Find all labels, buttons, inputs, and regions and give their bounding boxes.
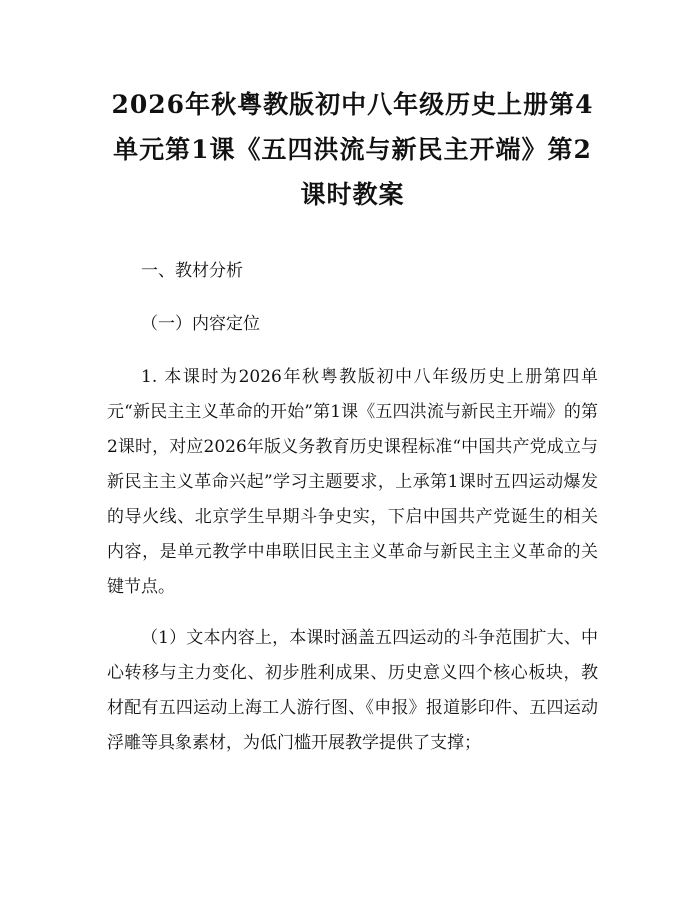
paragraph-text-content: （1）文本内容上，本课时涵盖五四运动的斗争范围扩大、中心转移与主力变化、初步胜利成果、历史意义四个核心板块，教材配有五四运动上海工人游行图、《申报》报道影印件、五四运动浮雕等具象素材，为低门槛开展教学提供了支撑； bbox=[107, 628, 598, 753]
paragraph-content-positioning: 1. 本课时为2026年秋粤教版初中八年级历史上册第四单元“新民主主义革命的开始”第1课《五四洪流与新民主开端》的第2课时，对应2026年版义务教育历史课程标准“中国共产党成立与新民主主义革命兴起”学习主题要求，上承第1课时五四运动爆发的导火线、北京学生早期斗争史实，下启中国共产党诞生的相关内容，是单元教学中串联旧民主主义革命与新民主主义革命的关键节点。 bbox=[107, 367, 598, 597]
section-heading: 一、教材分析 bbox=[141, 261, 243, 281]
subsection-heading: （一）内容定位 bbox=[141, 314, 260, 334]
document-title: 2026年秋粤教版初中八年级历史上册第4单元第1课《五四洪流与新民主开端》第2课时教案 bbox=[111, 90, 594, 209]
